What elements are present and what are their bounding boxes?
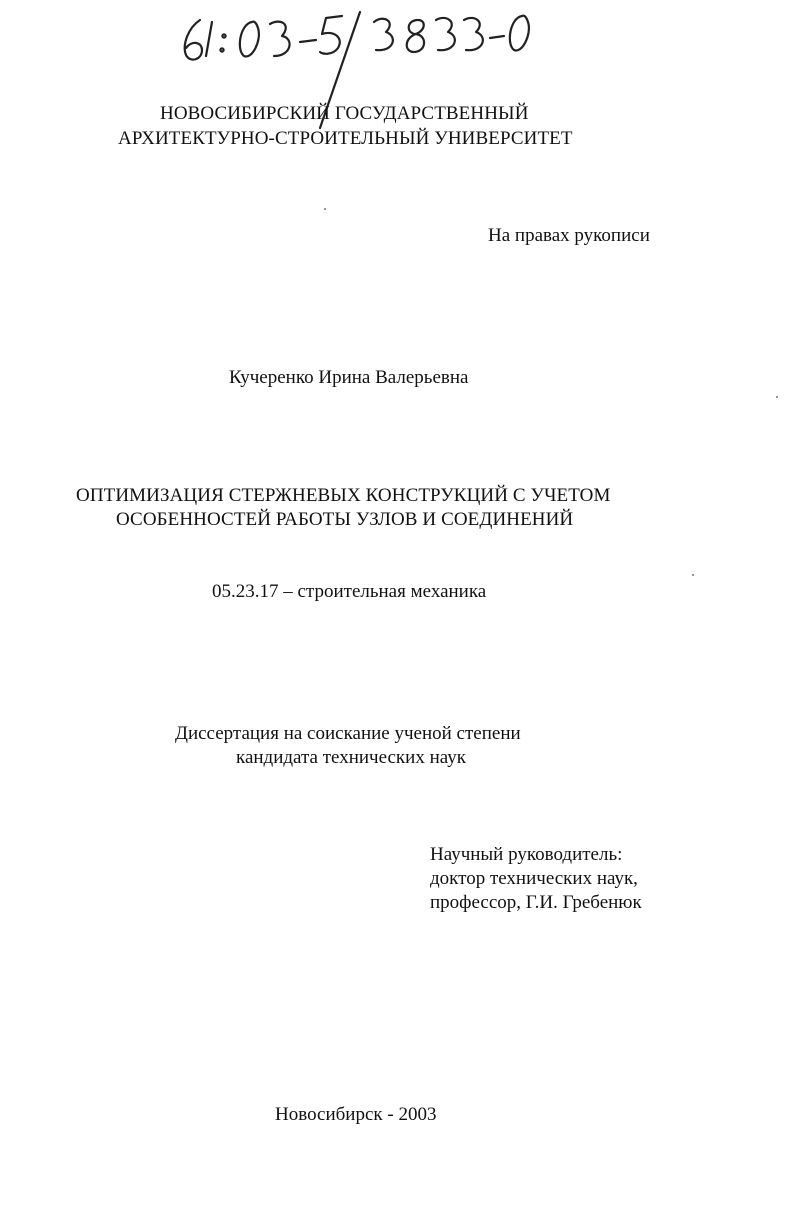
thesis-title-line1: ОПТИМИЗАЦИЯ СТЕРЖНЕВЫХ КОНСТРУКЦИЙ С УЧЕТОМ [76, 485, 611, 506]
dissertation-type-line2: кандидата технических наук [236, 747, 466, 768]
supervisor-heading: Научный руководитель: [430, 844, 623, 865]
supervisor-name: профессор, Г.И. Гребенюк [430, 892, 642, 913]
university-name-line1: НОВОСИБИРСКИЙ ГОСУДАРСТВЕННЫЙ [160, 103, 529, 124]
university-name-line2: АРХИТЕКТУРНО-СТРОИТЕЛЬНЫЙ УНИВЕРСИТЕТ [118, 128, 573, 149]
dissertation-type-line1: Диссертация на соискание ученой степени [175, 723, 521, 744]
author-name: Кучеренко Ирина Валерьевна [229, 367, 469, 388]
thesis-title-line2: ОСОБЕННОСТЕЙ РАБОТЫ УЗЛОВ И СОЕДИНЕНИЙ [116, 509, 574, 530]
scan-speck [776, 396, 778, 398]
scan-speck [692, 574, 694, 576]
scan-speck [324, 208, 326, 210]
specialty-code: 05.23.17 – строительная механика [212, 581, 487, 602]
rights-note: На правах рукописи [488, 225, 650, 246]
supervisor-degree: доктор технических наук, [430, 868, 638, 889]
city-year: Новосибирск - 2003 [275, 1104, 437, 1125]
